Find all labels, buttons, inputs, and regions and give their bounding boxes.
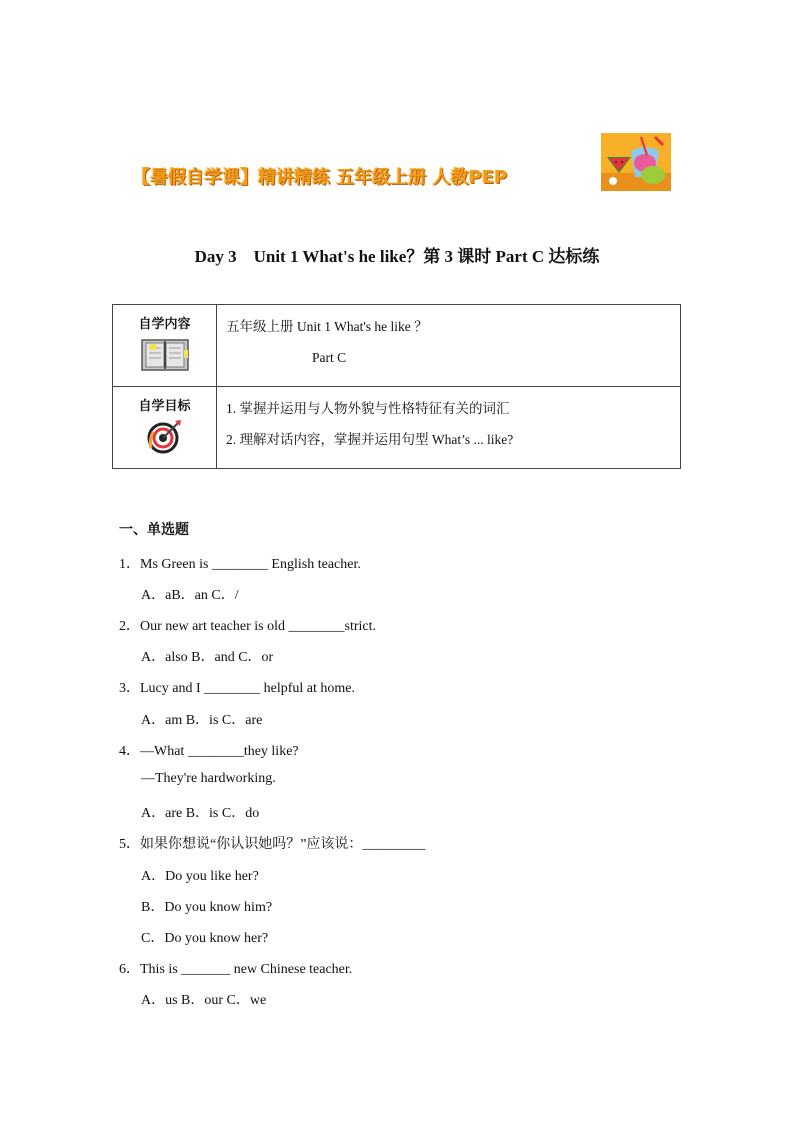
question-4-options: A．are B．is C．do xyxy=(141,806,260,821)
question-1-options: A．aB．an C．/ xyxy=(141,588,239,603)
question-5-stem: 5．如果你想说“你认识她吗？”应该说：_________ xyxy=(119,837,426,852)
header-banner xyxy=(132,133,672,193)
goal-line-2: 2. 理解对话内容，掌握并运用句型 What’s ... like? xyxy=(226,432,514,447)
question-5-option-b: B．Do you know him? xyxy=(141,900,273,915)
target-icon xyxy=(145,418,185,454)
question-5-option-c: C．Do you know her? xyxy=(141,931,269,946)
question-4-reply: —They're hardworking. xyxy=(141,771,276,786)
notebook-icon xyxy=(140,338,190,372)
content-label: 自学内容 xyxy=(138,317,191,332)
question-5-option-a: A．Do you like her? xyxy=(141,869,259,884)
goal-label: 自学目标 xyxy=(138,399,191,414)
content-line-1: 五年级上册 Unit 1 What's he like ？ xyxy=(226,319,428,334)
study-info-table xyxy=(112,304,681,469)
page-title: Day 3 Unit 1 What's he like？第 3 课时 Part C 达标练 xyxy=(194,247,600,266)
question-3-options: A．am B．is C．are xyxy=(141,713,263,728)
question-3-stem: 3．Lucy and I ________ helpful at home. xyxy=(119,681,356,696)
goal-label-cell xyxy=(113,387,217,469)
question-4-stem: 4．—What ________they like? xyxy=(119,744,299,759)
question-6-options: A．us B．our C．we xyxy=(141,993,267,1008)
content-line-2: Part C xyxy=(312,350,347,365)
section-heading: 一、单选题 xyxy=(119,522,189,538)
question-2-stem: 2．Our new art teacher is old ________strict. xyxy=(119,619,376,634)
question-1-stem: 1．Ms Green is ________ English teacher. xyxy=(119,557,361,572)
watermelon-drink-image xyxy=(601,133,671,191)
question-6-stem: 6．This is _______ new Chinese teacher. xyxy=(119,962,353,977)
content-label-cell xyxy=(113,305,217,387)
goal-line-1: 1. 掌握并运用与人物外貌与性格特征有关的词汇 xyxy=(226,401,510,416)
question-2-options: A．also B．and C．or xyxy=(141,650,274,665)
goal-cell xyxy=(217,387,681,469)
content-cell xyxy=(217,305,681,387)
banner-title: 【暑假自学课】精讲精练 五年级上册 人教PEP xyxy=(132,167,508,188)
